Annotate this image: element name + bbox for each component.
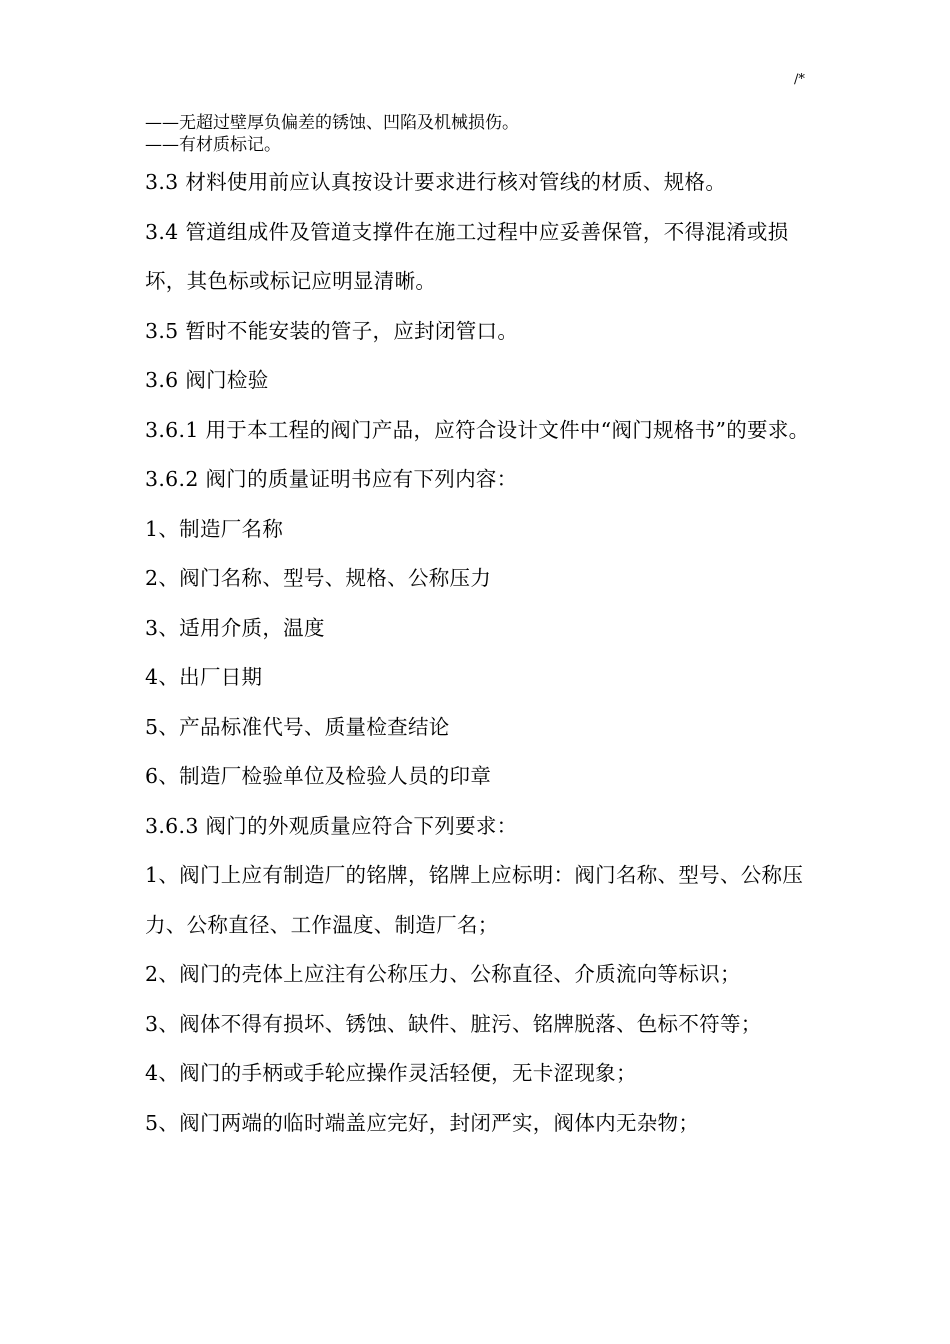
appearance-item-1: 1、阀门上应有制造厂的铭牌，铭牌上应标明：阀门名称、型号、公称压力、公称直径、工作温度、制造厂名； (145, 863, 804, 937)
certificate-item-1: 1、制造厂名称 (145, 516, 284, 541)
appearance-item-5: 5、阀门两端的临时端盖应完好，封闭严实，阀体内无杂物； (145, 1110, 700, 1135)
dash-line-material-mark: ——有材质标记。 (145, 135, 281, 155)
certificate-item-5: 5、产品标准代号、质量检查结论 (145, 714, 450, 739)
paragraph-3-6-1: 3.6.1 用于本工程的阀门产品，应符合设计文件中“阀门规格书”的要求。 (145, 417, 810, 442)
certificate-item-6: 6、制造厂检验单位及检验人员的印章 (145, 764, 492, 788)
appearance-item-3: 3、阀体不得有损坏、锈蚀、缺件、脏污、铭牌脱落、色标不符等； (145, 1011, 762, 1036)
document-body (145, 112, 815, 1148)
dash-line-corrosion: ——无超过壁厚负偏差的锈蚀、凹陷及机械损伤。 (145, 113, 519, 133)
certificate-item-4: 4、出厂日期 (145, 665, 263, 689)
appearance-item-4: 4、阀门的手柄或手轮应操作灵活轻便，无卡涩现象； (145, 1061, 637, 1085)
appearance-item-2: 2、阀门的壳体上应注有公称压力、公称直径、介质流向等标识； (145, 962, 741, 986)
paragraph-3-6-3: 3.6.3 阀门的外观质量应符合下列要求： (145, 813, 518, 838)
paragraph-3-6-2: 3.6.2 阀门的质量证明书应有下列内容： (145, 467, 518, 491)
paragraph-3-5: 3.5 暂时不能安装的管子，应封闭管口。 (145, 318, 519, 343)
paragraph-3-4: 3.4 管道组成件及管道支撑件在施工过程中应妥善保管，不得混淆或损坏，其色标或标记应明显清晰。 (145, 219, 789, 293)
page-mark: /* (794, 72, 805, 87)
heading-3-6: 3.6 阀门检验 (145, 368, 269, 392)
paragraph-3-3: 3.3 材料使用前应认真按设计要求进行核对管线的材质、规格。 (145, 170, 727, 194)
certificate-item-2: 2、阀门名称、型号、规格、公称压力 (145, 566, 492, 590)
certificate-item-3: 3、适用介质，温度 (145, 615, 325, 640)
